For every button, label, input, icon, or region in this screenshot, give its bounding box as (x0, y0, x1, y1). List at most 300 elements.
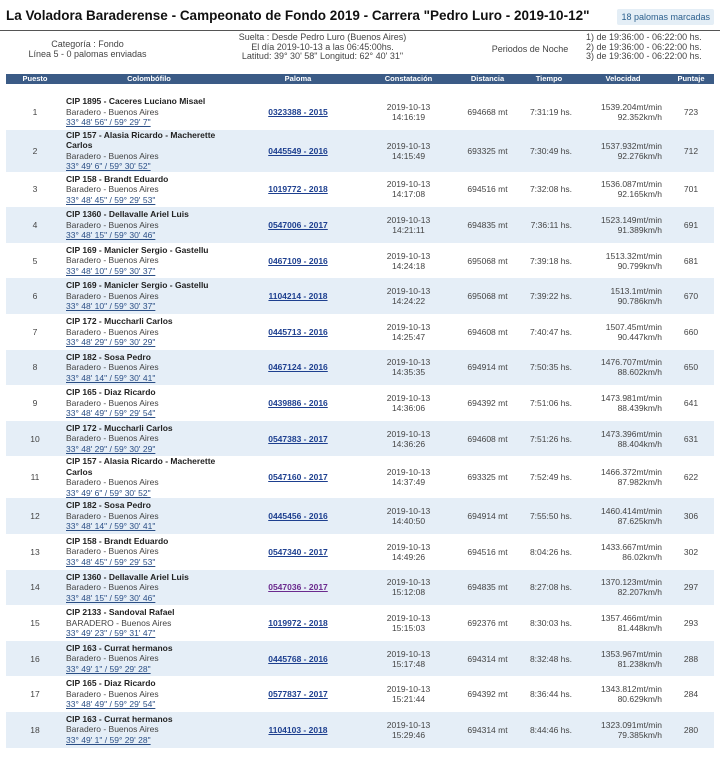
speed-cell (578, 94, 668, 130)
speed-m-min: 1433.667mt/min (601, 541, 662, 552)
pigeon-cell (234, 130, 362, 172)
elapsed-cell: 7:32:08 hs. (520, 172, 578, 208)
arrival-date: 2019-10-13 (386, 684, 431, 695)
pigeon-link[interactable]: 1019972 - 2018 (268, 617, 328, 628)
arrival-cell (362, 534, 455, 570)
arrival-date: 2019-10-13 (386, 428, 431, 439)
arrival-date: 2019-10-13 (386, 392, 431, 403)
speed-km-h: 91.389km/h (617, 224, 662, 235)
arrival-cell (362, 130, 455, 172)
position-cell: 6 (6, 278, 64, 314)
arrival-time: 14:17:08 (391, 189, 426, 200)
speed-km-h: 81.238km/h (617, 658, 662, 669)
arrival-time: 14:25:47 (391, 331, 426, 342)
position-cell: 7 (6, 314, 64, 350)
breeder-cell (64, 498, 234, 534)
breeder-cell (64, 243, 234, 279)
night-periods-label: Periodos de Noche (491, 44, 569, 54)
arrival-time: 14:37:49 (391, 477, 426, 488)
arrival-cell (362, 498, 455, 534)
speed-cell (578, 456, 668, 498)
arrival-cell (362, 421, 455, 457)
breeder-city: Baradero - Buenos Aires (66, 362, 159, 373)
pigeon-link[interactable]: 1104103 - 2018 (268, 724, 328, 735)
points-cell: 288 (668, 641, 714, 677)
speed-m-min: 1473.396mt/min (601, 428, 662, 439)
breeder-cell (64, 712, 234, 748)
speed-km-h: 81.448km/h (617, 622, 662, 633)
table-row (6, 498, 714, 534)
speed-km-h: 90.799km/h (617, 260, 662, 271)
points-cell: 670 (668, 278, 714, 314)
position-cell: 10 (6, 421, 64, 457)
pigeon-cell (234, 207, 362, 243)
speed-km-h: 90.447km/h (617, 331, 662, 342)
points-cell: 701 (668, 172, 714, 208)
breeder-name: CIP 1360 - Dellavalle Ariel Luis (66, 571, 189, 582)
breeder-city: Baradero - Buenos Aires (66, 688, 159, 699)
breeder-coords-link[interactable]: 33° 48' 15" / 59° 30' 46" (66, 592, 156, 603)
distance-cell: 694392 mt (455, 385, 520, 421)
table-row (6, 534, 714, 570)
speed-m-min: 1323.091mt/min (601, 719, 662, 730)
position-cell: 5 (6, 243, 64, 279)
column-header-distance[interactable]: Distancia (455, 74, 520, 84)
breeder-city: Baradero - Buenos Aires (66, 433, 159, 444)
distance-cell: 693325 mt (455, 456, 520, 498)
breeder-cell (64, 130, 234, 172)
speed-cell (578, 243, 668, 279)
speed-cell (578, 570, 668, 606)
position-cell: 11 (6, 456, 64, 498)
table-row (6, 278, 714, 314)
speed-cell (578, 278, 668, 314)
arrival-time: 14:16:19 (391, 111, 426, 122)
arrival-date: 2019-10-13 (386, 577, 431, 588)
points-cell: 691 (668, 207, 714, 243)
speed-km-h: 80.629km/h (617, 694, 662, 705)
breeder-coords-link[interactable]: 33° 48' 14" / 59° 30' 41" (66, 521, 156, 532)
page-title: La Voladora Baraderense - Campeonato de Fondo 2019 - Carrera "Pedro Luro - 2019-10-12" (6, 8, 590, 23)
points-cell: 660 (668, 314, 714, 350)
pigeon-cell (234, 94, 362, 130)
elapsed-cell: 7:51:06 hs. (520, 385, 578, 421)
table-row (6, 350, 714, 386)
table-row (6, 421, 714, 457)
distance-cell: 694914 mt (455, 350, 520, 386)
breeder-city: Baradero - Buenos Aires (66, 724, 159, 735)
arrival-date: 2019-10-13 (386, 101, 431, 112)
pigeon-link[interactable]: 0547036 - 2017 (268, 582, 328, 593)
elapsed-cell: 7:30:49 hs. (520, 130, 578, 172)
breeder-coords-link[interactable]: 33° 49' 1" / 59° 29' 28" (66, 663, 151, 674)
arrival-cell (362, 172, 455, 208)
arrival-date: 2019-10-13 (386, 214, 431, 225)
breeder-city: Baradero - Buenos Aires (66, 150, 159, 161)
arrival-date: 2019-10-13 (386, 357, 431, 368)
distance-cell: 694516 mt (455, 172, 520, 208)
points-cell: 302 (668, 534, 714, 570)
elapsed-cell: 7:36:11 hs. (520, 207, 578, 243)
position-cell: 15 (6, 605, 64, 641)
arrival-date: 2019-10-13 (386, 286, 431, 297)
table-row (6, 712, 714, 748)
pigeon-cell (234, 243, 362, 279)
points-cell: 723 (668, 94, 714, 130)
arrival-cell (362, 456, 455, 498)
breeder-city: Baradero - Buenos Aires (66, 326, 159, 337)
breeder-city: Baradero - Buenos Aires (66, 106, 159, 117)
breeder-name: CIP 182 - Sosa Pedro (66, 351, 151, 362)
points-cell: 641 (668, 385, 714, 421)
pigeon-cell (234, 456, 362, 498)
pigeon-cell (234, 172, 362, 208)
speed-km-h: 90.786km/h (617, 296, 662, 307)
points-cell: 681 (668, 243, 714, 279)
arrival-time: 15:17:48 (391, 658, 426, 669)
breeder-cell (64, 641, 234, 677)
arrival-cell (362, 570, 455, 606)
speed-m-min: 1507.45mt/min (605, 321, 662, 332)
table-row (6, 456, 714, 498)
night-period: 2) de 19:36:00 - 06:22:00 hs. (586, 41, 702, 52)
pigeon-cell (234, 498, 362, 534)
elapsed-cell: 7:39:18 hs. (520, 243, 578, 279)
breeder-city: Baradero - Buenos Aires (66, 653, 159, 664)
speed-m-min: 1536.087mt/min (601, 179, 662, 190)
arrival-time: 15:29:46 (391, 729, 426, 740)
column-header-arrival[interactable]: Constatación (362, 74, 455, 84)
breeder-coords-link[interactable]: 33° 49' 1" / 59° 29' 28" (66, 734, 151, 745)
pigeon-cell (234, 534, 362, 570)
pigeon-link[interactable]: 0445456 - 2016 (268, 511, 328, 522)
breeder-cell (64, 456, 234, 498)
speed-cell (578, 534, 668, 570)
position-cell: 14 (6, 570, 64, 606)
marked-count-badge: 18 palomas marcadas (617, 9, 714, 25)
breeder-name: CIP 157 - Alasia Ricardo - Macherette Carlos (66, 129, 216, 151)
points-cell: 712 (668, 130, 714, 172)
breeder-city: BARADERO - Buenos Aires (66, 617, 172, 628)
title-bar (0, 0, 720, 30)
pigeon-link[interactable]: 0547160 - 2017 (268, 472, 328, 483)
points-cell: 293 (668, 605, 714, 641)
pigeon-cell (234, 605, 362, 641)
pigeon-cell (234, 421, 362, 457)
arrival-cell (362, 676, 455, 712)
column-header-speed[interactable]: Velocidad (578, 74, 668, 84)
speed-m-min: 1513.32mt/min (605, 250, 662, 261)
column-header-points[interactable]: Puntaje (668, 74, 714, 84)
category-label: Categoría : Fondo (51, 39, 124, 49)
pigeon-link[interactable]: 0439886 - 2016 (268, 397, 328, 408)
pigeon-cell (234, 570, 362, 606)
elapsed-cell: 7:40:47 hs. (520, 314, 578, 350)
pigeon-link[interactable]: 0547340 - 2017 (268, 546, 328, 557)
speed-cell (578, 207, 668, 243)
breeder-coords-link[interactable]: 33° 48' 56" / 59° 29' 7" (66, 117, 151, 128)
breeder-city: Baradero - Buenos Aires (66, 477, 159, 488)
elapsed-cell: 7:51:26 hs. (520, 421, 578, 457)
table-row (6, 605, 714, 641)
breeder-cell (64, 421, 234, 457)
position-cell: 8 (6, 350, 64, 386)
arrival-date: 2019-10-13 (386, 648, 431, 659)
arrival-cell (362, 314, 455, 350)
speed-km-h: 88.439km/h (617, 402, 662, 413)
table-row (6, 676, 714, 712)
table-row (6, 243, 714, 279)
speed-km-h: 87.625km/h (617, 516, 662, 527)
breeder-cell (64, 278, 234, 314)
pigeon-link[interactable]: 0467124 - 2016 (268, 362, 328, 373)
pigeon-cell (234, 278, 362, 314)
breeder-coords-link[interactable]: 33° 48' 15" / 59° 30' 46" (66, 230, 156, 241)
arrival-time: 14:36:06 (391, 402, 426, 413)
breeder-cell (64, 314, 234, 350)
distance-cell: 694914 mt (455, 498, 520, 534)
speed-cell (578, 130, 668, 172)
pigeon-link[interactable]: 0445713 - 2016 (268, 326, 328, 337)
pigeon-link[interactable]: 0445549 - 2016 (268, 145, 328, 156)
column-header-pigeon[interactable]: Paloma (234, 74, 362, 84)
distance-cell: 694608 mt (455, 421, 520, 457)
speed-m-min: 1343.812mt/min (601, 684, 662, 695)
column-header-breeder[interactable]: Colombófilo (64, 74, 234, 84)
table-header (6, 74, 714, 84)
breeder-cell (64, 350, 234, 386)
table-row (6, 94, 714, 130)
breeder-coords-link[interactable]: 33° 49' 23" / 59° 31' 47" (66, 628, 156, 639)
speed-cell (578, 314, 668, 350)
breeder-coords-link[interactable]: 33° 48' 49" / 59° 29' 54" (66, 408, 156, 419)
night-periods-list (586, 33, 716, 62)
breeder-name: CIP 157 - Alasia Ricardo - Macherette Carlos (66, 456, 216, 477)
elapsed-cell: 7:39:22 hs. (520, 278, 578, 314)
speed-m-min: 1523.149mt/min (601, 214, 662, 225)
arrival-cell (362, 243, 455, 279)
arrival-date: 2019-10-13 (386, 506, 431, 517)
position-cell: 12 (6, 498, 64, 534)
breeder-cell (64, 534, 234, 570)
breeder-cell (64, 207, 234, 243)
speed-km-h: 92.165km/h (617, 189, 662, 200)
breeder-coords-link[interactable]: 33° 48' 29" / 59° 30' 29" (66, 337, 156, 348)
breeder-coords-link[interactable]: 33° 48' 49" / 59° 29' 54" (66, 699, 156, 710)
elapsed-cell: 7:55:50 hs. (520, 498, 578, 534)
points-cell: 631 (668, 421, 714, 457)
arrival-date: 2019-10-13 (386, 321, 431, 332)
speed-cell (578, 676, 668, 712)
points-cell: 306 (668, 498, 714, 534)
speed-km-h: 88.602km/h (617, 367, 662, 378)
speed-km-h: 86.02km/h (622, 551, 662, 562)
elapsed-cell: 8:44:46 hs. (520, 712, 578, 748)
speed-cell (578, 421, 668, 457)
arrival-cell (362, 385, 455, 421)
speed-m-min: 1537.932mt/min (601, 140, 662, 151)
pigeon-link[interactable]: 0547383 - 2017 (268, 433, 328, 444)
results-table (6, 74, 714, 748)
breeder-name: CIP 165 - Diaz Ricardo (66, 678, 156, 689)
pigeon-link[interactable]: 1104214 - 2018 (268, 291, 328, 302)
breeder-name: CIP 2133 - Sandoval Rafael (66, 607, 175, 618)
speed-m-min: 1370.123mt/min (601, 577, 662, 588)
breeder-coords-link[interactable]: 33° 49' 6" / 59° 30' 52" (66, 161, 151, 172)
position-cell: 16 (6, 641, 64, 677)
pigeon-cell (234, 641, 362, 677)
speed-km-h: 82.207km/h (617, 587, 662, 598)
speed-m-min: 1476.707mt/min (601, 357, 662, 368)
table-row (6, 570, 714, 606)
line-label: Línea 5 - 0 palomas enviadas (28, 48, 147, 59)
breeder-coords-link[interactable]: 33° 48' 14" / 59° 30' 41" (66, 372, 156, 383)
speed-km-h: 92.352km/h (617, 111, 662, 122)
breeder-city: Baradero - Buenos Aires (66, 510, 159, 521)
column-header-position[interactable]: Puesto (6, 74, 64, 84)
arrival-time: 15:15:03 (391, 622, 426, 633)
position-cell: 13 (6, 534, 64, 570)
arrival-cell (362, 641, 455, 677)
breeder-name: CIP 158 - Brandt Eduardo (66, 173, 169, 184)
arrival-date: 2019-10-13 (386, 140, 431, 151)
breeder-cell (64, 172, 234, 208)
arrival-time: 14:21:11 (392, 224, 425, 235)
column-header-time[interactable]: Tiempo (520, 74, 578, 84)
position-cell: 1 (6, 94, 64, 130)
distance-cell: 695068 mt (455, 243, 520, 279)
arrival-cell (362, 712, 455, 748)
speed-m-min: 1539.204mt/min (601, 101, 662, 112)
breeder-coords-link[interactable]: 33° 48' 45" / 59° 29' 53" (66, 194, 156, 205)
distance-cell: 694314 mt (455, 641, 520, 677)
arrival-time: 14:40:50 (391, 516, 426, 527)
distance-cell: 693325 mt (455, 130, 520, 172)
elapsed-cell: 8:36:44 hs. (520, 676, 578, 712)
breeder-name: CIP 165 - Diaz Ricardo (66, 387, 156, 398)
pigeon-link[interactable]: 0323388 - 2015 (268, 106, 328, 117)
arrival-cell (362, 94, 455, 130)
pigeon-link[interactable]: 0577837 - 2017 (268, 689, 328, 700)
pigeon-cell (234, 712, 362, 748)
arrival-time: 14:35:35 (391, 367, 426, 378)
arrival-date: 2019-10-13 (386, 719, 431, 730)
speed-m-min: 1513.1mt/min (610, 286, 662, 297)
distance-cell: 694835 mt (455, 207, 520, 243)
arrival-cell (362, 605, 455, 641)
arrival-date: 2019-10-13 (386, 467, 431, 478)
pigeon-link[interactable]: 1019772 - 2018 (268, 184, 328, 195)
arrival-time: 14:15:49 (391, 150, 426, 161)
position-cell: 3 (6, 172, 64, 208)
points-cell: 280 (668, 712, 714, 748)
breeder-cell (64, 676, 234, 712)
points-cell: 284 (668, 676, 714, 712)
release-place: Suelta : Desde Pedro Luro (Buenos Aires) (238, 32, 407, 42)
table-row (6, 207, 714, 243)
points-cell: 622 (668, 456, 714, 498)
speed-cell (578, 641, 668, 677)
speed-cell (578, 172, 668, 208)
night-period: 1) de 19:36:00 - 06:22:00 hs. (586, 32, 702, 42)
position-cell: 17 (6, 676, 64, 712)
breeder-name: CIP 1895 - Caceres Luciano Misael (66, 96, 206, 107)
breeder-city: Baradero - Buenos Aires (66, 546, 159, 557)
distance-cell: 694314 mt (455, 712, 520, 748)
distance-cell: 694835 mt (455, 570, 520, 606)
arrival-cell (362, 278, 455, 314)
distance-cell: 692376 mt (455, 605, 520, 641)
breeder-city: Baradero - Buenos Aires (66, 184, 159, 195)
breeder-name: CIP 1360 - Dellavalle Ariel Luis (66, 209, 189, 220)
breeder-cell (64, 570, 234, 606)
breeder-name: CIP 163 - Currat hermanos (66, 713, 173, 724)
table-row (6, 314, 714, 350)
elapsed-cell: 7:52:49 hs. (520, 456, 578, 498)
distance-cell: 694516 mt (455, 534, 520, 570)
position-cell: 2 (6, 130, 64, 172)
arrival-date: 2019-10-13 (386, 179, 431, 190)
table-row (6, 641, 714, 677)
race-info (0, 30, 720, 72)
breeder-coords-link[interactable]: 33° 49' 6" / 59° 30' 52" (66, 487, 151, 498)
distance-cell: 694392 mt (455, 676, 520, 712)
speed-cell (578, 605, 668, 641)
arrival-cell (362, 207, 455, 243)
pigeon-link[interactable]: 0547006 - 2017 (268, 219, 328, 230)
elapsed-cell: 7:50:35 hs. (520, 350, 578, 386)
breeder-coords-link[interactable]: 33° 48' 29" / 59° 30' 29" (66, 443, 156, 454)
arrival-time: 14:24:18 (391, 260, 426, 271)
speed-m-min: 1473.981mt/min (601, 392, 662, 403)
pigeon-cell (234, 350, 362, 386)
speed-km-h: 88.404km/h (617, 438, 662, 449)
breeder-coords-link[interactable]: 33° 48' 10" / 59° 30' 37" (66, 301, 156, 312)
breeder-city: Baradero - Buenos Aires (66, 290, 159, 301)
arrival-time: 15:21:44 (391, 694, 426, 705)
speed-km-h: 79.385km/h (617, 729, 662, 740)
breeder-city: Baradero - Buenos Aires (66, 397, 159, 408)
pigeon-cell (234, 676, 362, 712)
breeder-coords-link[interactable]: 33° 48' 10" / 59° 30' 37" (66, 265, 156, 276)
elapsed-cell: 8:30:03 hs. (520, 605, 578, 641)
breeder-coords-link[interactable]: 33° 48' 45" / 59° 29' 53" (66, 556, 156, 567)
position-cell: 18 (6, 712, 64, 748)
night-period: 3) de 19:36:00 - 06:22:00 hs. (586, 51, 702, 62)
arrival-time: 14:36:26 (391, 438, 426, 449)
speed-m-min: 1357.466mt/min (601, 612, 662, 623)
speed-m-min: 1353.967mt/min (601, 648, 662, 659)
pigeon-cell (234, 314, 362, 350)
speed-km-h: 92.276km/h (617, 150, 662, 161)
position-cell: 4 (6, 207, 64, 243)
pigeon-link[interactable]: 0467109 - 2016 (268, 255, 328, 266)
table-row (6, 130, 714, 172)
pigeon-link[interactable]: 0445768 - 2016 (268, 653, 328, 664)
breeder-city: Baradero - Buenos Aires (66, 219, 159, 230)
breeder-city: Baradero - Buenos Aires (66, 255, 159, 266)
breeder-name: CIP 172 - Muccharli Carlos (66, 422, 173, 433)
breeder-name: CIP 163 - Currat hermanos (66, 642, 173, 653)
release-time: El día 2019-10-13 a las 06:45:00hs. (251, 41, 394, 52)
breeder-cell (64, 605, 234, 641)
arrival-date: 2019-10-13 (386, 541, 431, 552)
breeder-cell (64, 385, 234, 421)
distance-cell: 695068 mt (455, 278, 520, 314)
breeder-city: Baradero - Buenos Aires (66, 582, 159, 593)
arrival-date: 2019-10-13 (386, 612, 431, 623)
breeder-name: CIP 158 - Brandt Eduardo (66, 535, 169, 546)
